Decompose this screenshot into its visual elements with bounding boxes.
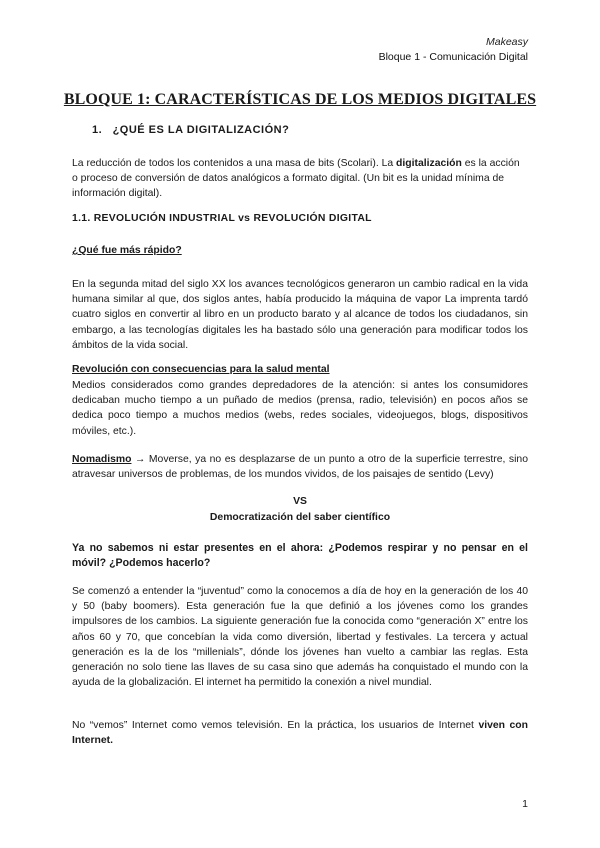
subsection-heading: 1.1. REVOLUCIÓN INDUSTRIAL vs REVOLUCIÓN DIGITAL — [72, 213, 372, 224]
question-heading: ¿Qué fue más rápido? — [72, 245, 182, 256]
header-block-title: Bloque 1 - Comunicación Digital — [378, 51, 528, 63]
closing-bold: viven con Internet. — [72, 720, 528, 747]
digitalization-text-a: La reducción de todos los contenidos a una masa de bits (Scolari). La — [72, 158, 394, 169]
section-heading-text: ¿QUÉ ES LA DIGITALIZACIÓN? — [112, 124, 290, 136]
nomadismo-paragraph — [72, 452, 528, 482]
section-heading-1 — [92, 124, 289, 136]
digitalization-paragraph — [72, 156, 528, 202]
digitalization-term: digitalización — [396, 158, 462, 169]
header-brand: Makeasy — [485, 36, 528, 48]
closing-text: No “vemos” Internet como vemos televisión. En la práctica, los usuarios de Internet — [72, 720, 474, 731]
democratization-label: Democratización del saber científico — [209, 512, 391, 523]
revolution-paragraph: En la segunda mitad del siglo XX los avances tecnológicos generaron un cambio radical en la vida humana similar al que, dos siglos antes, había producido la máquina de vapor La imprenta tardó cuatro siglos en convertir al libro en un producto barato y al alcance de todos los ciudadanos, sin embargo, a las tecnologías digitales les ha bastado sólo una generación para modificar todos los ámbitos de la vida social. — [72, 279, 528, 351]
page-number: 1 — [522, 798, 528, 810]
page-title: BLOQUE 1: CARACTERÍSTICAS DE LOS MEDIOS DIGITALES — [63, 91, 537, 108]
nomadismo-definition: → Moverse, ya no es desplazarse de un punto a otro de la superficie terrestre, sino atravesar universos de problemas, de los mundos vividos, de los paisajes de sentido (Levy) — [72, 454, 528, 481]
presence-question: Ya no sabemos ni estar presentes en el ahora: ¿Podemos respirar y no pensar en el móvil? ¿Podemos hacerlo? — [72, 542, 528, 570]
generations-paragraph: Se comenzó a entender la “juventud” como la conocemos a día de hoy en la generación de los 40 y 50 (baby boomers). Esta generación fue la que definió a los jóvenes como los grandes impulsores de los cambios. La siguiente generación fue la conocida como “generación X” entre los años 60 y 70, que concebían la vida como diversión, libertad y festivales. La tercera y actual generación es la de los “millenials”, dónde los jóvenes han vuelto a cambiar las reglas. Esta generación no solo tiene las llaves de su casa sino que además ha conquistado el mundo con la ayuda de la globalización. El internet ha permitido la conexión a nivel mundial. — [72, 586, 528, 689]
digitalization-text-b: es la acción o proceso de conversión de datos analógicos a formato digital. (Un bit es la unidad mínima de información digital). — [72, 158, 520, 200]
section-number: 1. — [92, 124, 103, 136]
nomadismo-term: Nomadismo — [72, 454, 132, 465]
vs-label: VS — [293, 496, 307, 507]
closing-paragraph — [72, 718, 528, 748]
attention-paragraph: Medios considerados como grandes depredadores de la atención: si antes los consumidores dedicaban mucho tiempo a un puñado de medios (prensa, radio, televisión) en pocos años se dedica poco tiempo a muchos medios (webs, redes sociales, videojuegos, blogs, dispositivos móviles, etc.). — [72, 380, 528, 437]
mental-health-heading: Revolución con consecuencias para la salud mental — [72, 364, 330, 375]
